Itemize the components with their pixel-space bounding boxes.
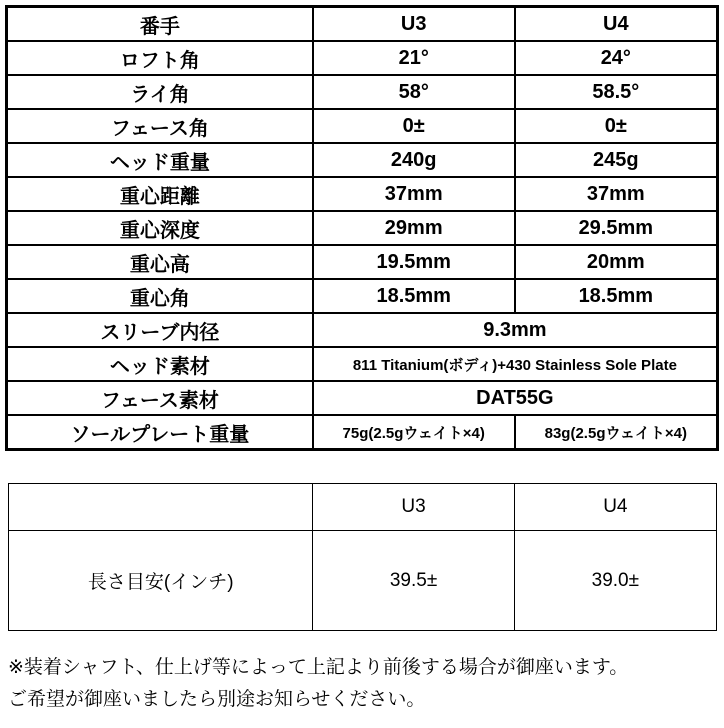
spec-cell-u3: 37mm bbox=[313, 177, 515, 211]
spec-row-label: ヘッド素材 bbox=[7, 347, 313, 381]
length-data-row bbox=[9, 531, 717, 631]
spec-header-u3: U3 bbox=[313, 7, 515, 42]
length-cell-u3: 39.5± bbox=[313, 531, 514, 631]
spec-row-cg-height bbox=[7, 245, 718, 279]
spec-row-cg-depth bbox=[7, 211, 718, 245]
spec-header-u4: U4 bbox=[515, 7, 718, 42]
spec-cell-u4: 0± bbox=[515, 109, 718, 143]
spec-cell-span: 9.3mm bbox=[313, 313, 718, 347]
spec-row-sole-plate-weight bbox=[7, 415, 718, 450]
length-header-blank bbox=[9, 484, 313, 531]
spec-cell-u4: 245g bbox=[515, 143, 718, 177]
spec-row-head-weight bbox=[7, 143, 718, 177]
footnote bbox=[8, 652, 628, 716]
spec-cell-u3: 240g bbox=[313, 143, 515, 177]
spec-row-label: ヘッド重量 bbox=[7, 143, 313, 177]
spec-row-label: 重心距離 bbox=[7, 177, 313, 211]
spec-cell-u3: 0± bbox=[313, 109, 515, 143]
spec-cell-u4: 58.5° bbox=[515, 75, 718, 109]
spec-cell-u4: 83g(2.5gウェイト×4) bbox=[515, 415, 718, 450]
length-header-u4: U4 bbox=[514, 484, 716, 531]
spec-row-label: スリーブ内径 bbox=[7, 313, 313, 347]
length-header-row bbox=[9, 484, 717, 531]
spec-cell-u4: 29.5mm bbox=[515, 211, 718, 245]
spec-cell-u3: 75g(2.5gウェイト×4) bbox=[313, 415, 515, 450]
spec-row-label: 重心角 bbox=[7, 279, 313, 313]
spec-row-label: 重心深度 bbox=[7, 211, 313, 245]
spec-row-label: ライ角 bbox=[7, 75, 313, 109]
spec-row-cg-distance bbox=[7, 177, 718, 211]
spec-cell-span: DAT55G bbox=[313, 381, 718, 415]
spec-row-lie bbox=[7, 75, 718, 109]
spec-cell-u4: 18.5mm bbox=[515, 279, 718, 313]
spec-cell-u4: 37mm bbox=[515, 177, 718, 211]
spec-row-label: フェース素材 bbox=[7, 381, 313, 415]
spec-header-label: 番手 bbox=[7, 7, 313, 42]
footnote-line-2: ご希望が御座いましたら別途お知らせください。 bbox=[8, 689, 426, 710]
spec-row-head-material bbox=[7, 347, 718, 381]
length-cell-u4: 39.0± bbox=[514, 531, 716, 631]
spec-row-face-material bbox=[7, 381, 718, 415]
spec-header-row bbox=[7, 7, 718, 42]
spec-cell-u3: 18.5mm bbox=[313, 279, 515, 313]
spec-cell-u3: 21° bbox=[313, 41, 515, 75]
spec-cell-u3: 58° bbox=[313, 75, 515, 109]
spec-row-label: ロフト角 bbox=[7, 41, 313, 75]
length-header-u3: U3 bbox=[313, 484, 514, 531]
spec-row-label: 重心高 bbox=[7, 245, 313, 279]
spec-cell-u4: 20mm bbox=[515, 245, 718, 279]
spec-cell-u4: 24° bbox=[515, 41, 718, 75]
footnote-line-1: ※装着シャフト、仕上げ等によって上記より前後する場合が御座います。 bbox=[8, 657, 629, 678]
spec-row-sleeve bbox=[7, 313, 718, 347]
spec-row-loft bbox=[7, 41, 718, 75]
spec-cell-u3: 29mm bbox=[313, 211, 515, 245]
spec-cell-u3: 19.5mm bbox=[313, 245, 515, 279]
length-row-label: 長さ目安(インチ) bbox=[9, 531, 313, 631]
length-table bbox=[8, 483, 717, 631]
spec-row-label: ソールプレート重量 bbox=[7, 415, 313, 450]
spec-table bbox=[5, 5, 719, 451]
spec-row-face-angle bbox=[7, 109, 718, 143]
spec-row-label: フェース角 bbox=[7, 109, 313, 143]
spec-cell-span: 811 Titanium(ボディ)+430 Stainless Sole Plate bbox=[313, 347, 718, 381]
spec-row-cg-angle bbox=[7, 279, 718, 313]
